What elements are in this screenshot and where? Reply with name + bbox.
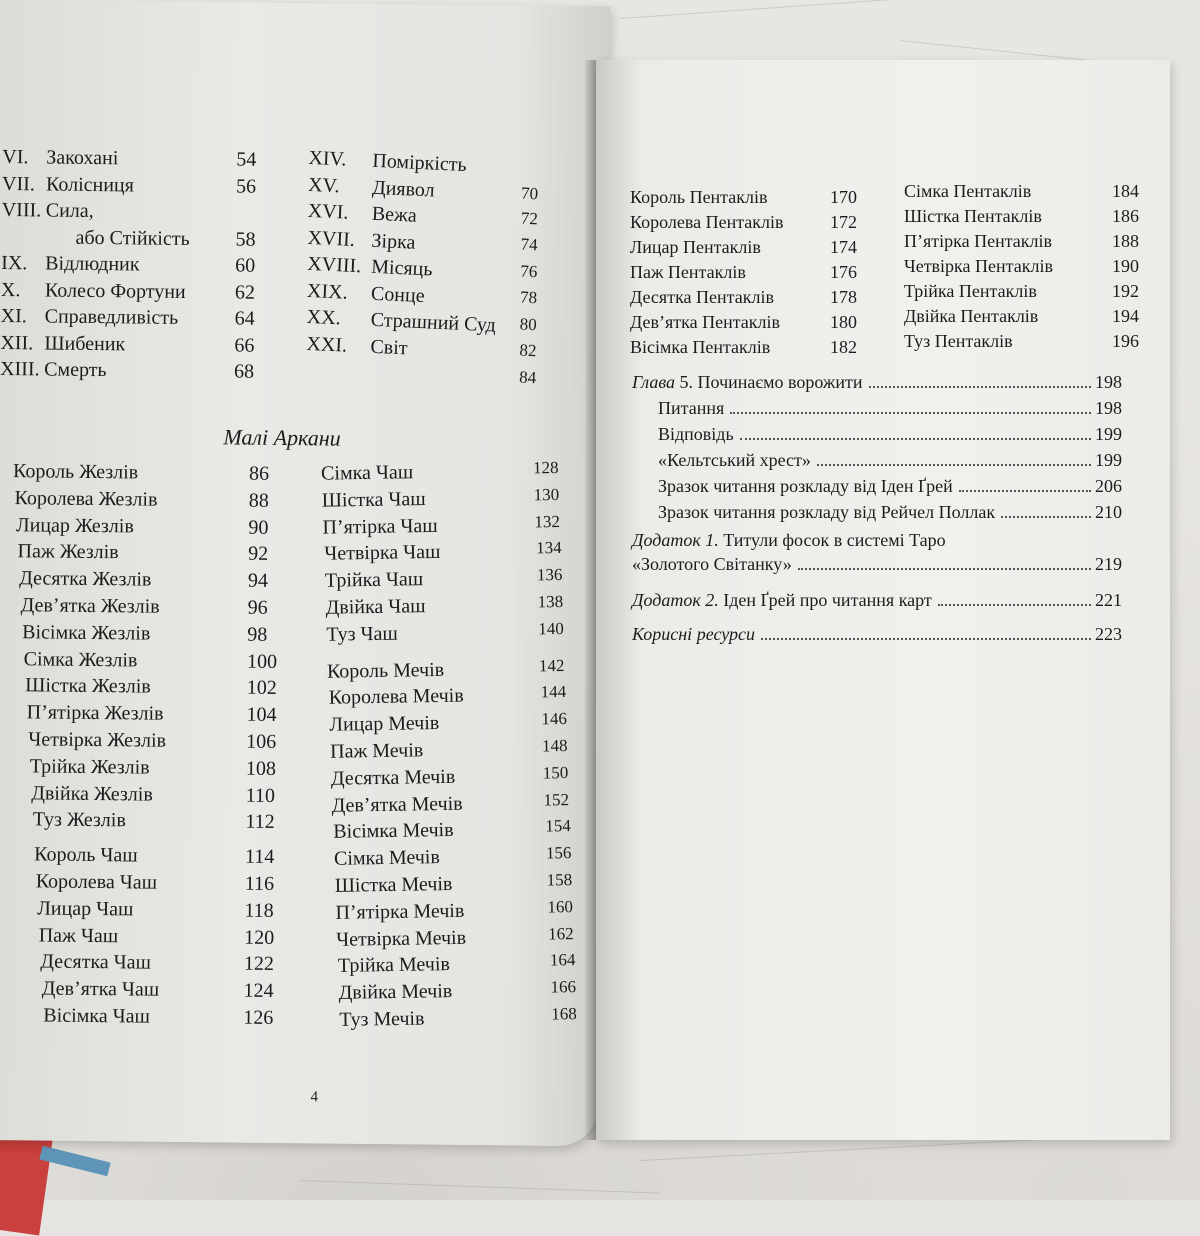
toc-entry-minor[interactable] (333, 817, 583, 845)
entry-page: 182 (830, 337, 857, 357)
toc-appendix2[interactable] (632, 588, 1122, 612)
entry-title: Закохані (46, 146, 119, 170)
roman-numeral: VI. (2, 146, 29, 169)
entry-title: Десятка Жезлів (19, 567, 152, 591)
toc-subentry[interactable] (658, 448, 1122, 472)
chapter-label: Глава (632, 372, 676, 392)
entry-page: 170 (830, 187, 857, 207)
toc-subentry[interactable] (658, 422, 1122, 446)
entry-page: 58 (235, 227, 256, 251)
toc-entry-major[interactable] (0, 305, 287, 332)
entry-page: 174 (830, 237, 857, 257)
toc-entry-pentacles[interactable] (904, 255, 1154, 279)
resources-title: Корисні ресурси (632, 624, 756, 644)
entry-title: або Стійкість (75, 226, 190, 250)
entry-title: Двійка Пентаклів (904, 306, 1039, 326)
entry-title: Трійка Мечів (337, 953, 450, 978)
roman-numeral: XVI. (307, 199, 349, 224)
right-page (596, 60, 1170, 1140)
entry-title: Король Чаш (34, 843, 138, 867)
toc-entry-minor[interactable] (40, 951, 320, 978)
toc-entry-pentacles[interactable] (630, 261, 890, 285)
entry-page: 190 (1112, 256, 1139, 276)
toc-entry-major[interactable] (0, 199, 288, 226)
entry-title: Вісімка Мечів (332, 819, 454, 844)
entry-page: 84 (518, 367, 537, 387)
entry-title: Четвірка Жезлів (28, 728, 167, 752)
entry-title: Шістка Мечів (334, 872, 453, 897)
entry-page: 146 (541, 709, 567, 729)
subentry-page: 199 (1095, 424, 1122, 444)
entry-page: 122 (243, 952, 275, 976)
entry-page: 156 (545, 843, 572, 863)
toc-entry-minor[interactable] (31, 782, 311, 809)
entry-page: 126 (243, 1006, 274, 1029)
entry-page: 70 (520, 183, 539, 204)
entry-page: 80 (519, 314, 538, 334)
entry-page: 112 (245, 811, 275, 834)
toc-entry-minor[interactable] (33, 809, 313, 836)
toc-entry-pentacles[interactable] (904, 305, 1154, 329)
entry-page: 140 (538, 618, 565, 639)
entry-page: 150 (542, 762, 569, 783)
entry-page: 154 (544, 816, 571, 836)
toc-entry-major[interactable] (0, 225, 288, 252)
entry-title: Четвірка Пентаклів (904, 256, 1053, 276)
entry-page: 132 (534, 511, 561, 531)
entry-title: Паж Мечів (329, 739, 424, 763)
entry-page: 114 (244, 845, 275, 869)
subentry-title: Зразок читання розкладу від Рейчел Поллак (658, 502, 996, 522)
entry-page: 60 (235, 254, 256, 277)
entry-page: 98 (247, 623, 268, 646)
entry-page: 176 (830, 262, 857, 282)
leader-dots (761, 638, 1091, 640)
entry-title: Дев’ятка Чаш (41, 977, 160, 1001)
entry-title: Десятка Пентаклів (630, 287, 774, 307)
entry-title: Вісімка Пентаклів (630, 337, 771, 357)
toc-entry-minor[interactable] (337, 951, 587, 979)
toc-entry-minor[interactable] (21, 594, 301, 621)
entry-title: Двійка Мечів (338, 980, 453, 1005)
toc-entry-pentacles[interactable] (630, 236, 890, 260)
roman-numeral: XII. (0, 331, 34, 354)
entry-title: Вісімка Чаш (43, 1004, 151, 1028)
toc-entry-minor[interactable] (17, 541, 297, 568)
entry-page: 74 (520, 234, 539, 255)
entry-page: 104 (246, 703, 277, 727)
toc-entry-minor[interactable] (338, 978, 588, 1006)
toc-subentry[interactable] (658, 500, 1122, 524)
toc-entry-pentacles[interactable] (630, 311, 890, 335)
entry-title: Десятка Мечів (330, 765, 456, 790)
entry-title: Трійка Чаш (324, 568, 424, 592)
entry-page: 162 (548, 923, 575, 944)
entry-title: П’ятірка Жезлів (26, 701, 164, 725)
appendix2-page: 221 (1095, 590, 1122, 610)
entry-title: Королева Чаш (35, 870, 158, 894)
entry-title: Сімка Пентаклів (904, 181, 1032, 201)
roman-numeral: XVII. (307, 226, 356, 251)
entry-title: Зірка (371, 229, 416, 254)
entry-page: 66 (234, 333, 255, 357)
entry-page: 78 (519, 287, 538, 308)
subentry-title: Відповідь (658, 424, 734, 444)
leader-dots (798, 568, 1091, 570)
entry-page: 144 (540, 682, 566, 702)
entry-title: Четвірка Мечів (336, 926, 467, 951)
toc-entry-minor[interactable] (327, 656, 577, 684)
toc-entry-minor[interactable] (339, 1005, 589, 1033)
toc-entry-minor[interactable] (30, 755, 310, 782)
subentry-title: Питання (658, 398, 725, 418)
toc-appendix1-line2[interactable] (632, 552, 1122, 576)
roman-numeral: X. (0, 278, 21, 301)
entry-page: 172 (830, 212, 857, 232)
roman-numeral: VII. (1, 172, 35, 195)
toc-appendix1-line1[interactable] (632, 528, 1122, 552)
entry-page: 116 (244, 872, 275, 895)
toc-entry-minor[interactable] (321, 459, 571, 487)
entry-page: 184 (1112, 181, 1139, 201)
appendix1-page: 219 (1095, 554, 1122, 574)
entry-title: Туз Жезлів (32, 808, 126, 832)
entry-title: Дев’ятка Пентаклів (630, 312, 781, 332)
entry-title: Шістка Жезлів (25, 674, 151, 699)
toc-entry-minor[interactable] (36, 870, 316, 897)
entry-page: 68 (234, 360, 255, 383)
entry-page: 106 (246, 730, 277, 753)
entry-page: 194 (1112, 306, 1139, 326)
entry-title: Королева Жезлів (14, 486, 158, 511)
entry-page: 120 (244, 926, 275, 949)
entry-page: 118 (244, 899, 274, 922)
toc-entry-minor[interactable] (334, 844, 584, 872)
entry-title: Шибеник (44, 331, 126, 355)
entry-page: 102 (246, 677, 277, 700)
entry-page: 62 (234, 280, 256, 304)
entry-title: Страшний Суд (370, 308, 497, 337)
roman-numeral: IX. (1, 252, 28, 275)
entry-page: 64 (234, 307, 255, 330)
roman-numeral: VIII. (1, 199, 42, 222)
entry-title: Паж Чаш (38, 924, 119, 947)
entry-title: Лицар Жезлів (15, 513, 134, 538)
entry-page: 124 (243, 979, 274, 1003)
toc-entry-minor[interactable] (336, 925, 586, 953)
toc-entry-minor[interactable] (13, 460, 293, 487)
entry-page: 168 (551, 1004, 577, 1024)
entry-title: Лицар Пентаклів (630, 237, 761, 257)
entry-title: Сімка Жезлів (23, 647, 138, 672)
entry-title: Король Пентаклів (630, 187, 768, 207)
entry-page: 54 (236, 148, 257, 171)
toc-entry-pentacles[interactable] (904, 280, 1154, 304)
toc-entry-minor[interactable] (16, 514, 296, 541)
entry-title: Трійка Жезлів (29, 755, 150, 779)
entry-title: Двійка Чаш (325, 595, 426, 619)
entry-title: П’ятірка Чаш (322, 514, 439, 539)
entry-page: 130 (533, 484, 560, 505)
toc-entry-minor[interactable] (325, 566, 575, 594)
toc-entry-minor[interactable] (19, 567, 299, 594)
entry-page: 82 (519, 340, 537, 361)
toc-entry-minor[interactable] (34, 844, 314, 871)
appendix1-title: Титули фосок в системі Таро (718, 530, 946, 550)
toc-entry-minor[interactable] (322, 486, 572, 514)
leader-dots (817, 464, 1091, 466)
entry-title: Сімка Чаш (320, 461, 414, 485)
entry-page: 166 (550, 977, 577, 997)
roman-numeral: XV. (307, 173, 340, 197)
toc-entry-minor[interactable] (24, 648, 304, 675)
entry-title: Дев’ятка Жезлів (20, 594, 160, 618)
toc-entry-major[interactable] (0, 146, 288, 173)
entry-page: 100 (246, 650, 278, 673)
toc-entry-minor[interactable] (39, 924, 319, 951)
appendix2-label: Додаток 2. (632, 590, 719, 610)
entry-title: Лицар Чаш (37, 897, 134, 921)
leader-dots (869, 386, 1092, 388)
entry-title: Король Мечів (327, 658, 445, 683)
toc-entry-major[interactable] (0, 252, 287, 279)
toc-entry-minor[interactable] (42, 978, 322, 1005)
resources-page: 223 (1095, 624, 1122, 644)
entry-title: Смерть (44, 358, 107, 382)
entry-title: П’ятірка Мечів (335, 899, 465, 924)
entry-page: 134 (535, 538, 562, 558)
entry-page: 72 (520, 208, 539, 228)
leader-dots (938, 604, 1091, 606)
entry-title: Трійка Пентаклів (904, 281, 1037, 301)
entry-page: 90 (248, 516, 269, 539)
entry-page: 196 (1112, 331, 1139, 351)
entry-page: 110 (245, 784, 276, 807)
entry-title: Дев’ятка Мечів (331, 792, 464, 817)
roman-numeral: XX. (306, 305, 342, 330)
entry-title: Вежа (371, 202, 418, 227)
entry-title: Шістка Пентаклів (904, 206, 1042, 226)
entry-page: 88 (248, 489, 269, 512)
toc-entry-pentacles[interactable] (630, 211, 890, 235)
entry-title: Двійка Жезлів (31, 781, 153, 806)
subentry-page: 198 (1095, 398, 1122, 418)
toc-entry-pentacles[interactable] (630, 286, 890, 310)
toc-entry-minor[interactable] (27, 702, 307, 729)
entry-title: Королева Мечів (328, 685, 464, 710)
subentry-page: 199 (1095, 450, 1122, 470)
roman-numeral: XXI. (306, 332, 348, 357)
appendix2-title: Іден Ґрей про читання карт (718, 590, 932, 610)
entry-title: Четвірка Чаш (323, 541, 441, 566)
leader-dots (959, 490, 1091, 492)
entry-title: П’ятірка Пентаклів (904, 231, 1053, 251)
toc-entry-minor[interactable] (28, 728, 308, 755)
entry-page: 158 (546, 870, 573, 890)
entry-page: 138 (537, 591, 564, 612)
entry-title: Поміркість (371, 149, 468, 177)
toc-subentry[interactable] (658, 396, 1122, 420)
entry-page: 94 (247, 569, 269, 593)
toc-entry-major[interactable] (0, 172, 288, 199)
entry-page: 186 (1112, 206, 1139, 226)
toc-entry-minor[interactable] (22, 621, 302, 648)
entry-page: 180 (830, 312, 857, 332)
entry-title: Сімка Мечів (333, 846, 440, 871)
toc-entry-pentacles[interactable] (630, 336, 890, 360)
entry-title: Справедливість (44, 305, 179, 329)
entry-page: 188 (1112, 231, 1139, 251)
toc-resources[interactable] (632, 622, 1122, 646)
toc-entry-minor[interactable] (43, 1005, 323, 1032)
appendix1-title-cont: «Золотого Світанку» (632, 554, 792, 574)
entry-title: Королева Пентаклів (630, 212, 784, 232)
entry-title: Туз Пентаклів (904, 331, 1013, 351)
subentry-title: Зразок читання розкладу від Іден Ґрей (658, 476, 953, 496)
toc-entry-minor[interactable] (330, 737, 580, 765)
entry-title: Місяць (370, 255, 433, 281)
entry-title: Сила, (45, 199, 94, 222)
entry-title: Світ (369, 335, 409, 359)
roman-numeral: XIX. (306, 279, 349, 304)
toc-entry-minor[interactable] (332, 790, 582, 818)
entry-title: Паж Жезлів (17, 540, 119, 564)
roman-numeral: XVIII. (306, 252, 362, 278)
toc-entry-minor[interactable] (326, 620, 576, 648)
entry-page: 160 (547, 896, 574, 917)
entry-page: 142 (539, 655, 565, 676)
entry-title: Туз Мечів (339, 1007, 425, 1031)
toc-entry-minor[interactable] (335, 898, 585, 926)
toc-entry-minor[interactable] (335, 871, 585, 899)
entry-title: Диявол (371, 176, 436, 202)
left-page (0, 0, 610, 1146)
toc-chapter5[interactable] (632, 370, 1122, 394)
entry-page: 128 (532, 457, 559, 478)
subentry-page: 206 (1095, 476, 1122, 496)
roman-numeral: XIV. (307, 146, 347, 171)
toc-entry-minor[interactable] (25, 675, 305, 702)
toc-subentry[interactable] (658, 474, 1122, 498)
entry-page: 148 (541, 736, 568, 756)
toc-entry-minor[interactable] (329, 710, 579, 738)
entry-page: 76 (519, 261, 538, 281)
entry-title: Король Жезлів (12, 460, 139, 484)
subentry-page: 210 (1095, 502, 1122, 522)
toc-entry-pentacles[interactable] (904, 230, 1154, 254)
toc-entry-minor[interactable] (324, 539, 574, 567)
toc-entry-major[interactable] (0, 358, 286, 385)
section-heading: Малі Аркани (223, 424, 341, 451)
entry-title: Вісімка Жезлів (22, 621, 151, 645)
entry-page: 92 (248, 543, 269, 566)
toc-entry-minor[interactable] (331, 764, 581, 792)
roman-numeral: XIII. (0, 358, 40, 381)
chapter-title: 5. Починаємо ворожити (675, 372, 863, 392)
roman-numeral: XI. (0, 305, 27, 328)
entry-title: Десятка Чаш (40, 950, 152, 975)
entry-title: Відлюдник (45, 252, 140, 276)
entry-title: Туз Чаш (326, 622, 399, 646)
entry-title: Лицар Мечів (329, 712, 440, 736)
entry-page: 192 (1112, 281, 1139, 301)
subentry-title: «Кельтський хрест» (658, 450, 811, 470)
entry-page: 178 (830, 287, 857, 307)
toc-entry-minor[interactable] (37, 897, 317, 924)
leader-dots (730, 412, 1091, 414)
toc-entry-pentacles[interactable] (904, 180, 1154, 204)
entry-title: Колесо Фортуни (44, 278, 186, 303)
entry-page: 152 (543, 789, 570, 810)
appendix1-label: Додаток 1. (632, 530, 719, 550)
chapter-page: 198 (1095, 372, 1122, 392)
entry-page: 136 (536, 565, 563, 585)
toc-entry-major[interactable] (0, 331, 287, 358)
toc-entry-minor[interactable] (323, 512, 573, 540)
entry-page: 108 (245, 757, 277, 780)
entry-page: 56 (235, 174, 257, 198)
leader-dots (740, 438, 1091, 440)
toc-entry-minor[interactable] (325, 593, 575, 621)
entry-title: Сонце (370, 282, 426, 307)
page-number: 4 (310, 1089, 319, 1106)
toc-entry-major[interactable] (0, 278, 287, 305)
toc-entry-minor[interactable] (328, 683, 578, 711)
toc-entry-pentacles[interactable] (904, 330, 1154, 354)
entry-title: Колісниця (45, 172, 134, 196)
entry-page: 164 (549, 950, 576, 970)
entry-title: Шістка Чаш (321, 487, 427, 512)
leader-dots (1001, 516, 1091, 518)
toc-entry-pentacles[interactable] (904, 205, 1154, 229)
toc-entry-pentacles[interactable] (630, 186, 890, 210)
entry-page: 86 (248, 462, 270, 485)
entry-title: Паж Пентаклів (630, 262, 746, 282)
toc-entry-minor[interactable] (14, 487, 294, 514)
entry-page: 96 (247, 596, 268, 619)
